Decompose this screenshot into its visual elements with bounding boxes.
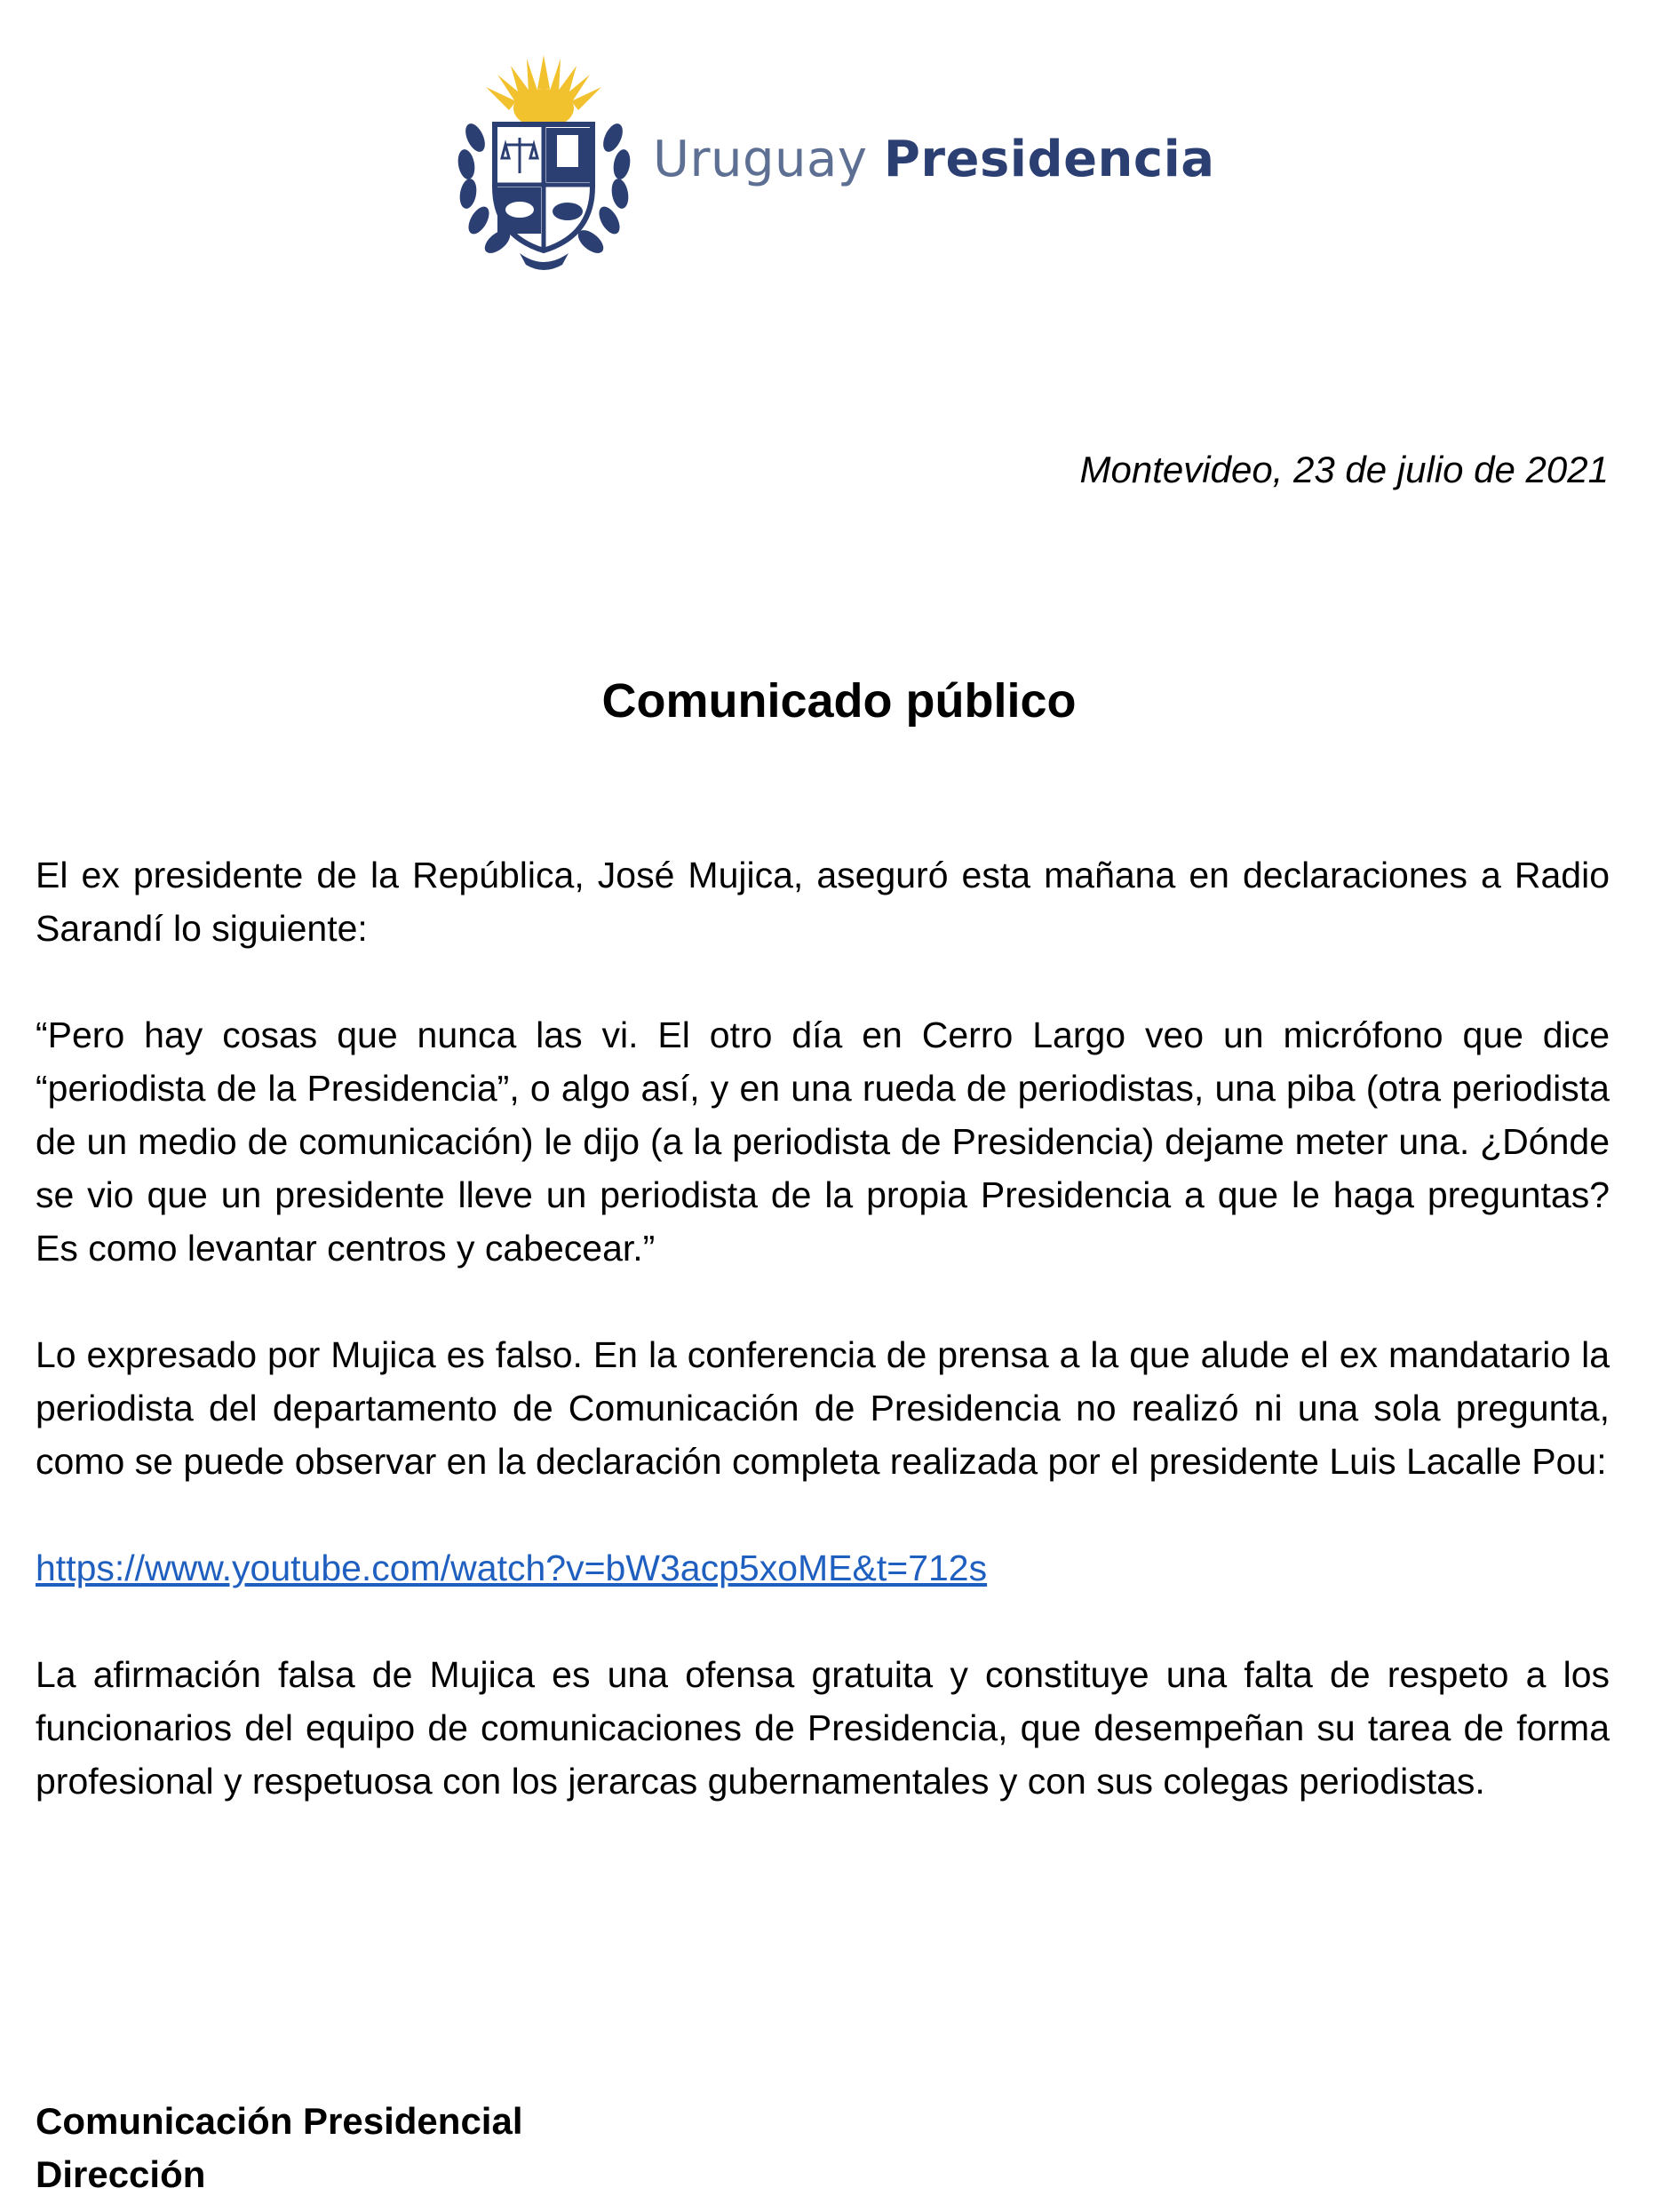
paragraph-quote: “Pero hay cosas que nunca las vi. El otro día en Cerro Largo veo un micrófono que dice “periodista de la Presidencia”, o algo así, y en una rueda de periodistas, una piba (otra periodista de un medio de comunicación) le dijo (a la periodista de Presidencia) dejame meter una. ¿Dónde se vio que un presidente lleve un periodista de la propia Presidencia a que le haga preguntas? Es como levantar centros y cabecear.” <box>36 1014 1610 1269</box>
link-paragraph <box>36 1541 1610 1595</box>
paragraph-closing: La afirmación falsa de Mujica es una ofensa gratuita y constituye una falta de respeto a los funcionarios del equipo de comunicaciones de Presidencia, que desempeñan su tarea de forma profesional y respetuosa con los jerarcas gubernamentales y con sus colegas periodistas. <box>36 1654 1610 1802</box>
document-date: Montevideo, 23 de julio de 2021 <box>1079 449 1609 490</box>
signature-office: Dirección <box>36 2153 206 2195</box>
letterhead <box>449 53 1248 284</box>
signature-department: Comunicación Presidencial <box>36 2100 523 2142</box>
coat-of-arms-icon <box>449 53 640 275</box>
brand-wordmark <box>653 131 1215 188</box>
signature-block <box>36 2095 523 2201</box>
paragraph-rebuttal: Lo expresado por Mujica es falso. En la conferencia de prensa a la que alude el ex mandatario la periodista del departamento de Comunicación de Presidencia no realizó ni una sola pregunta, como se puede observar en la declaración completa realizada por el presidente Luis Lacalle Pou: <box>36 1334 1610 1482</box>
brand-country: Uruguay <box>653 131 868 188</box>
document-title: Comunicado público <box>601 674 1077 728</box>
document-body <box>36 848 1610 1808</box>
paragraph-intro: El ex presidente de la República, José Mujica, aseguró esta mañana en declaraciones a Radio Sarandí lo siguiente: <box>36 855 1610 949</box>
brand-institution: Presidencia <box>883 131 1215 188</box>
youtube-link[interactable]: https://www.youtube.com/watch?v=bW3acp5xoME&t=712s <box>36 1548 988 1588</box>
